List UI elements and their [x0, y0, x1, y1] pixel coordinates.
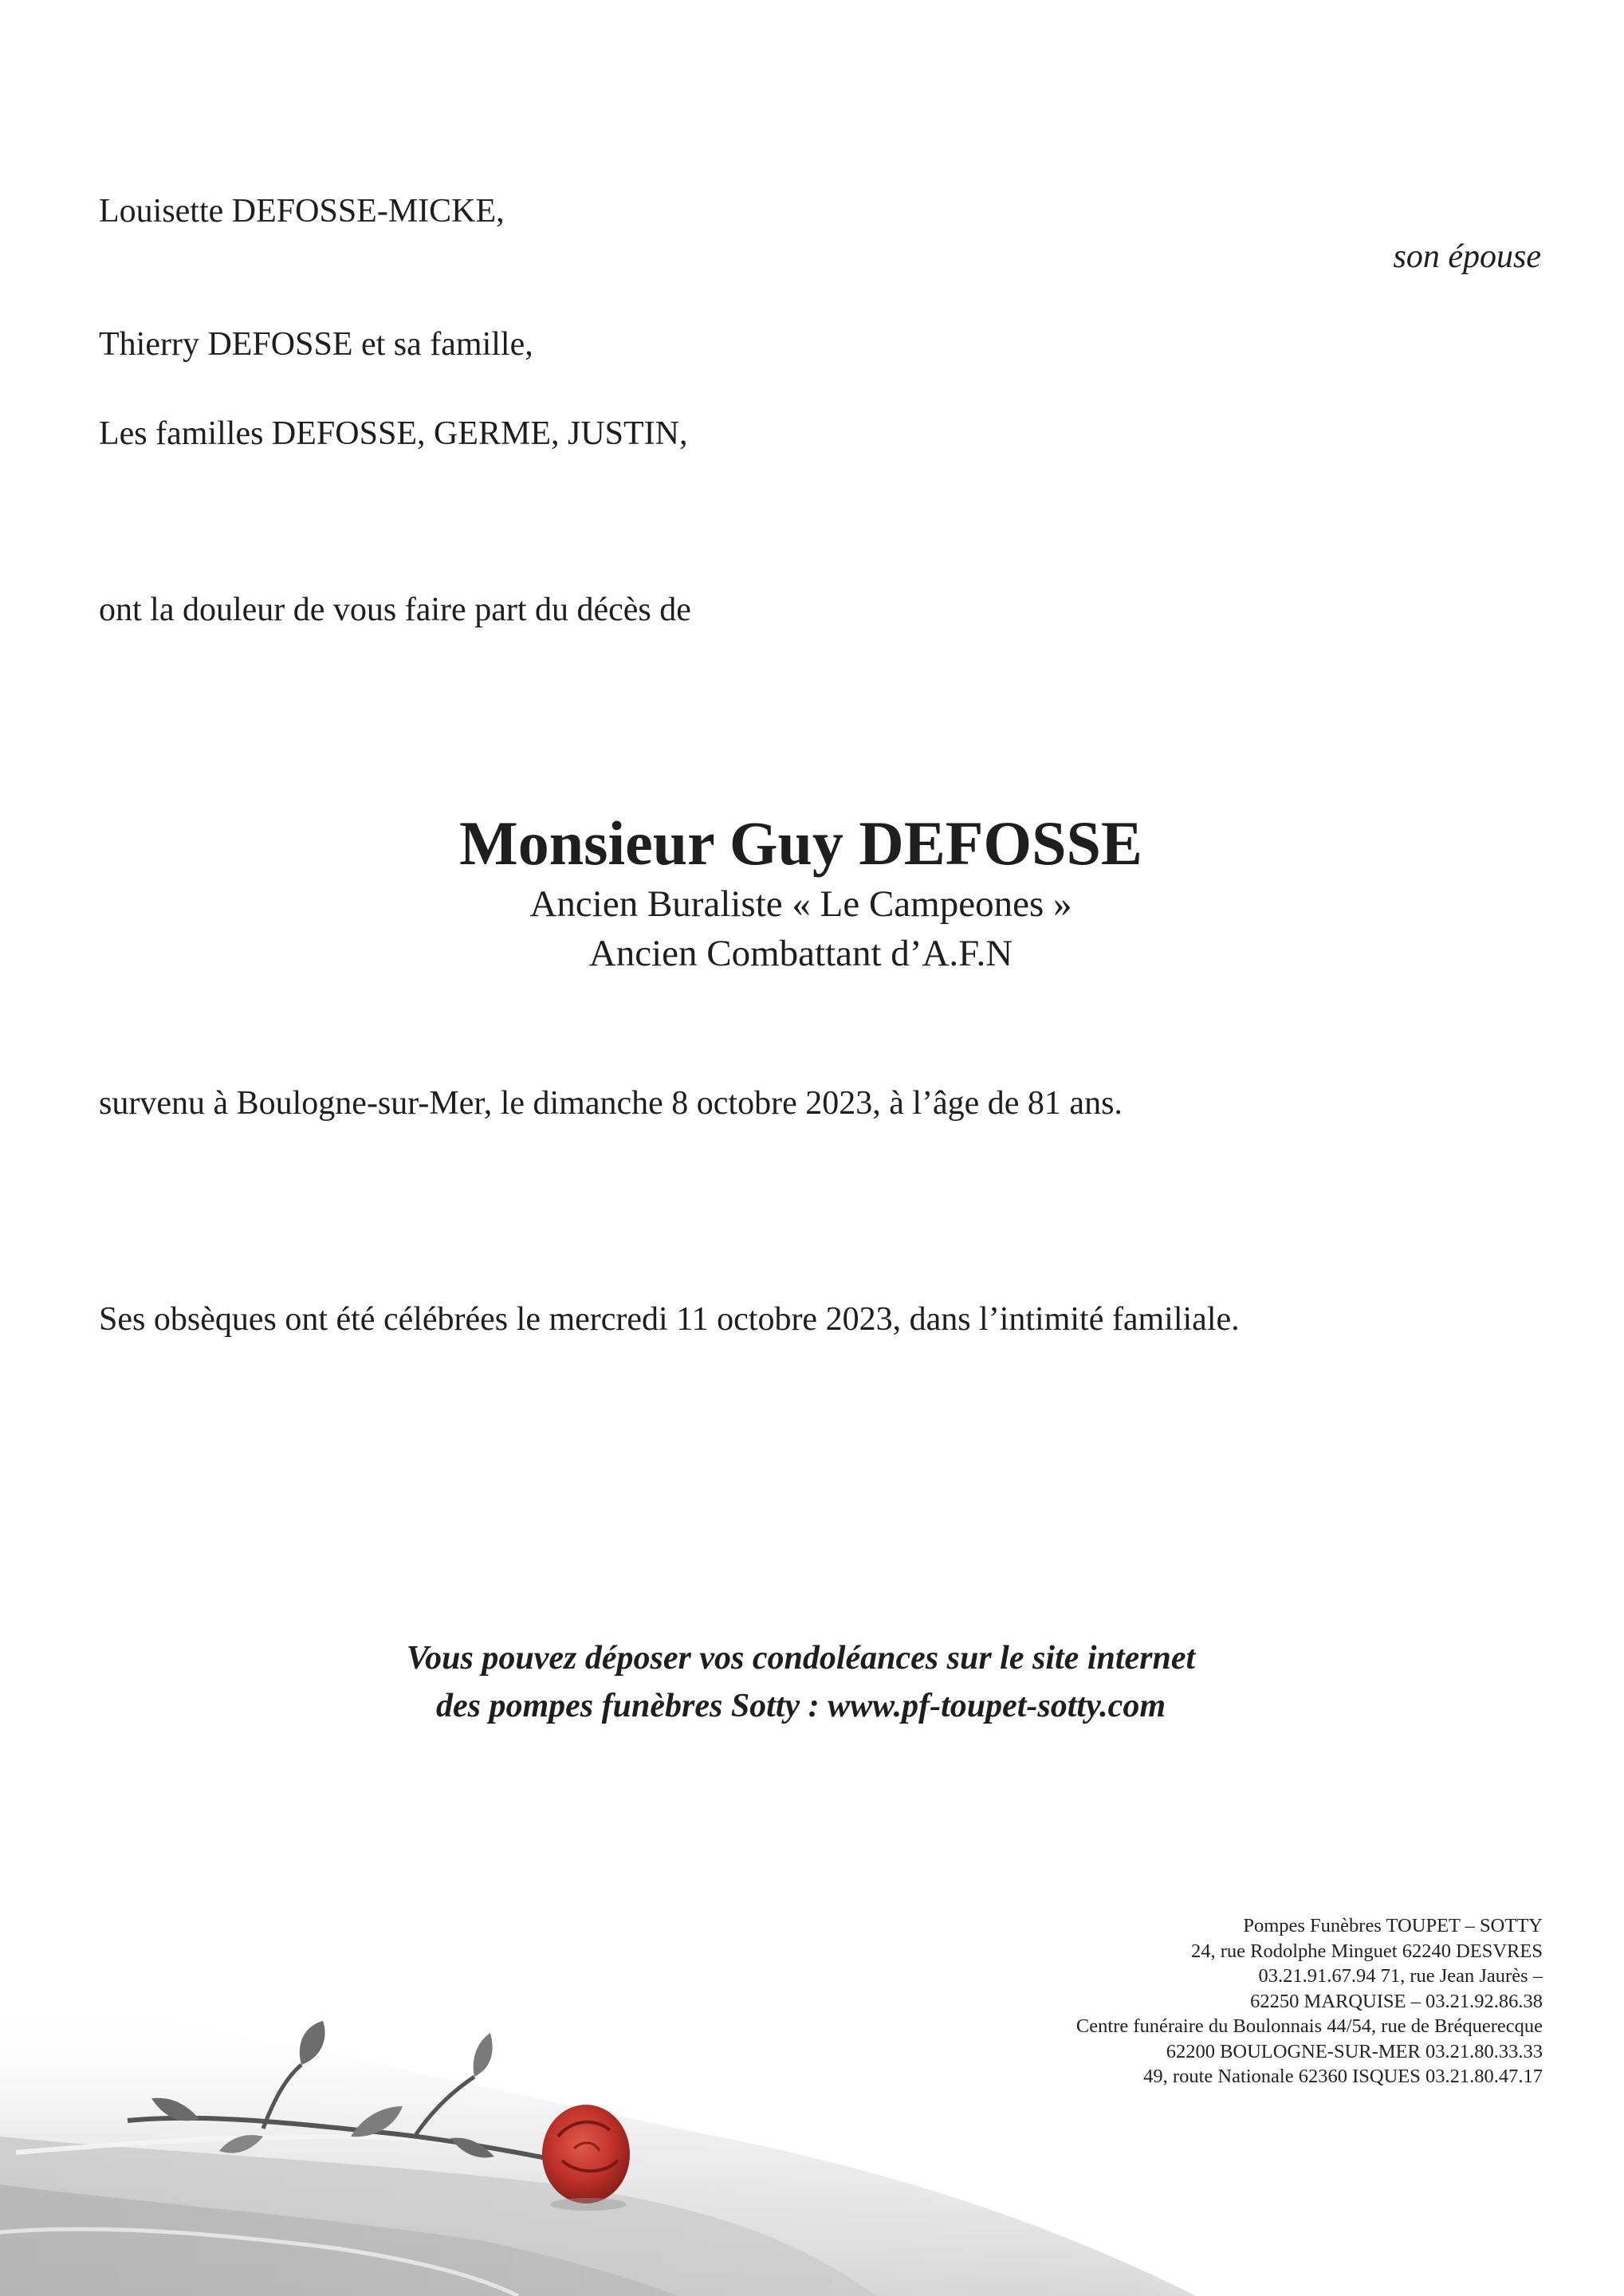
spouse-role: son épouse	[1393, 238, 1541, 275]
funeral-home-line: Pompes Funèbres TOUPET – SOTTY	[1243, 1915, 1543, 1936]
condolences-line-1: Vous pouvez déposer vos condoléances sur le site internet	[406, 1640, 1196, 1677]
death-info: survenu à Boulogne-sur-Mer, le dimanche 8 octobre 2023, à l’âge de 81 ans.	[99, 1085, 1123, 1122]
condolences-block	[0, 1634, 1613, 1730]
deceased-title-1: Ancien Buraliste « Le Campeones »	[529, 883, 1072, 925]
funeral-home-line: 49, route Nationale 62360 ISQUES 03.21.80.47.17	[1143, 2066, 1543, 2087]
funeral-home-line: Centre funéraire du Boulonnais 44/54, rue de Bréquerecque	[1075, 2015, 1543, 2037]
deceased-title-2: Ancien Combattant d’A.F.N	[588, 933, 1013, 974]
funeral-home-line: 03.21.91.67.94 71, rue Jean Jaurès –	[1258, 1965, 1543, 1987]
family-member-spouse: Louisette DEFOSSE-MICKE,	[99, 193, 505, 230]
deceased-block	[0, 808, 1613, 978]
deceased-name: Monsieur Guy DEFOSSE	[459, 808, 1142, 878]
announcement-text: ont la douleur de vous faire part du décès de	[99, 592, 691, 628]
funeral-home-line: 24, rue Rodolphe Minguet 62240 DESVRES	[1191, 1940, 1543, 1962]
funeral-home-info	[1076, 1913, 1543, 2090]
family-member-son: Thierry DEFOSSE et sa famille,	[99, 326, 533, 363]
condolences-line-2: des pompes funèbres Sotty : www.pf-toupet-sotty.com	[436, 1688, 1166, 1724]
funeral-home-line: 62200 BOULOGNE-SUR-MER 03.21.80.33.33	[1166, 2040, 1543, 2062]
funeral-home-line: 62250 MARQUISE – 03.21.92.86.38	[1250, 1990, 1543, 2012]
funeral-info: Ses obsèques ont été célébrées le mercredi 11 octobre 2023, dans l’intimité familiale.	[99, 1301, 1240, 1338]
family-names: Les familles DEFOSSE, GERME, JUSTIN,	[99, 415, 688, 452]
